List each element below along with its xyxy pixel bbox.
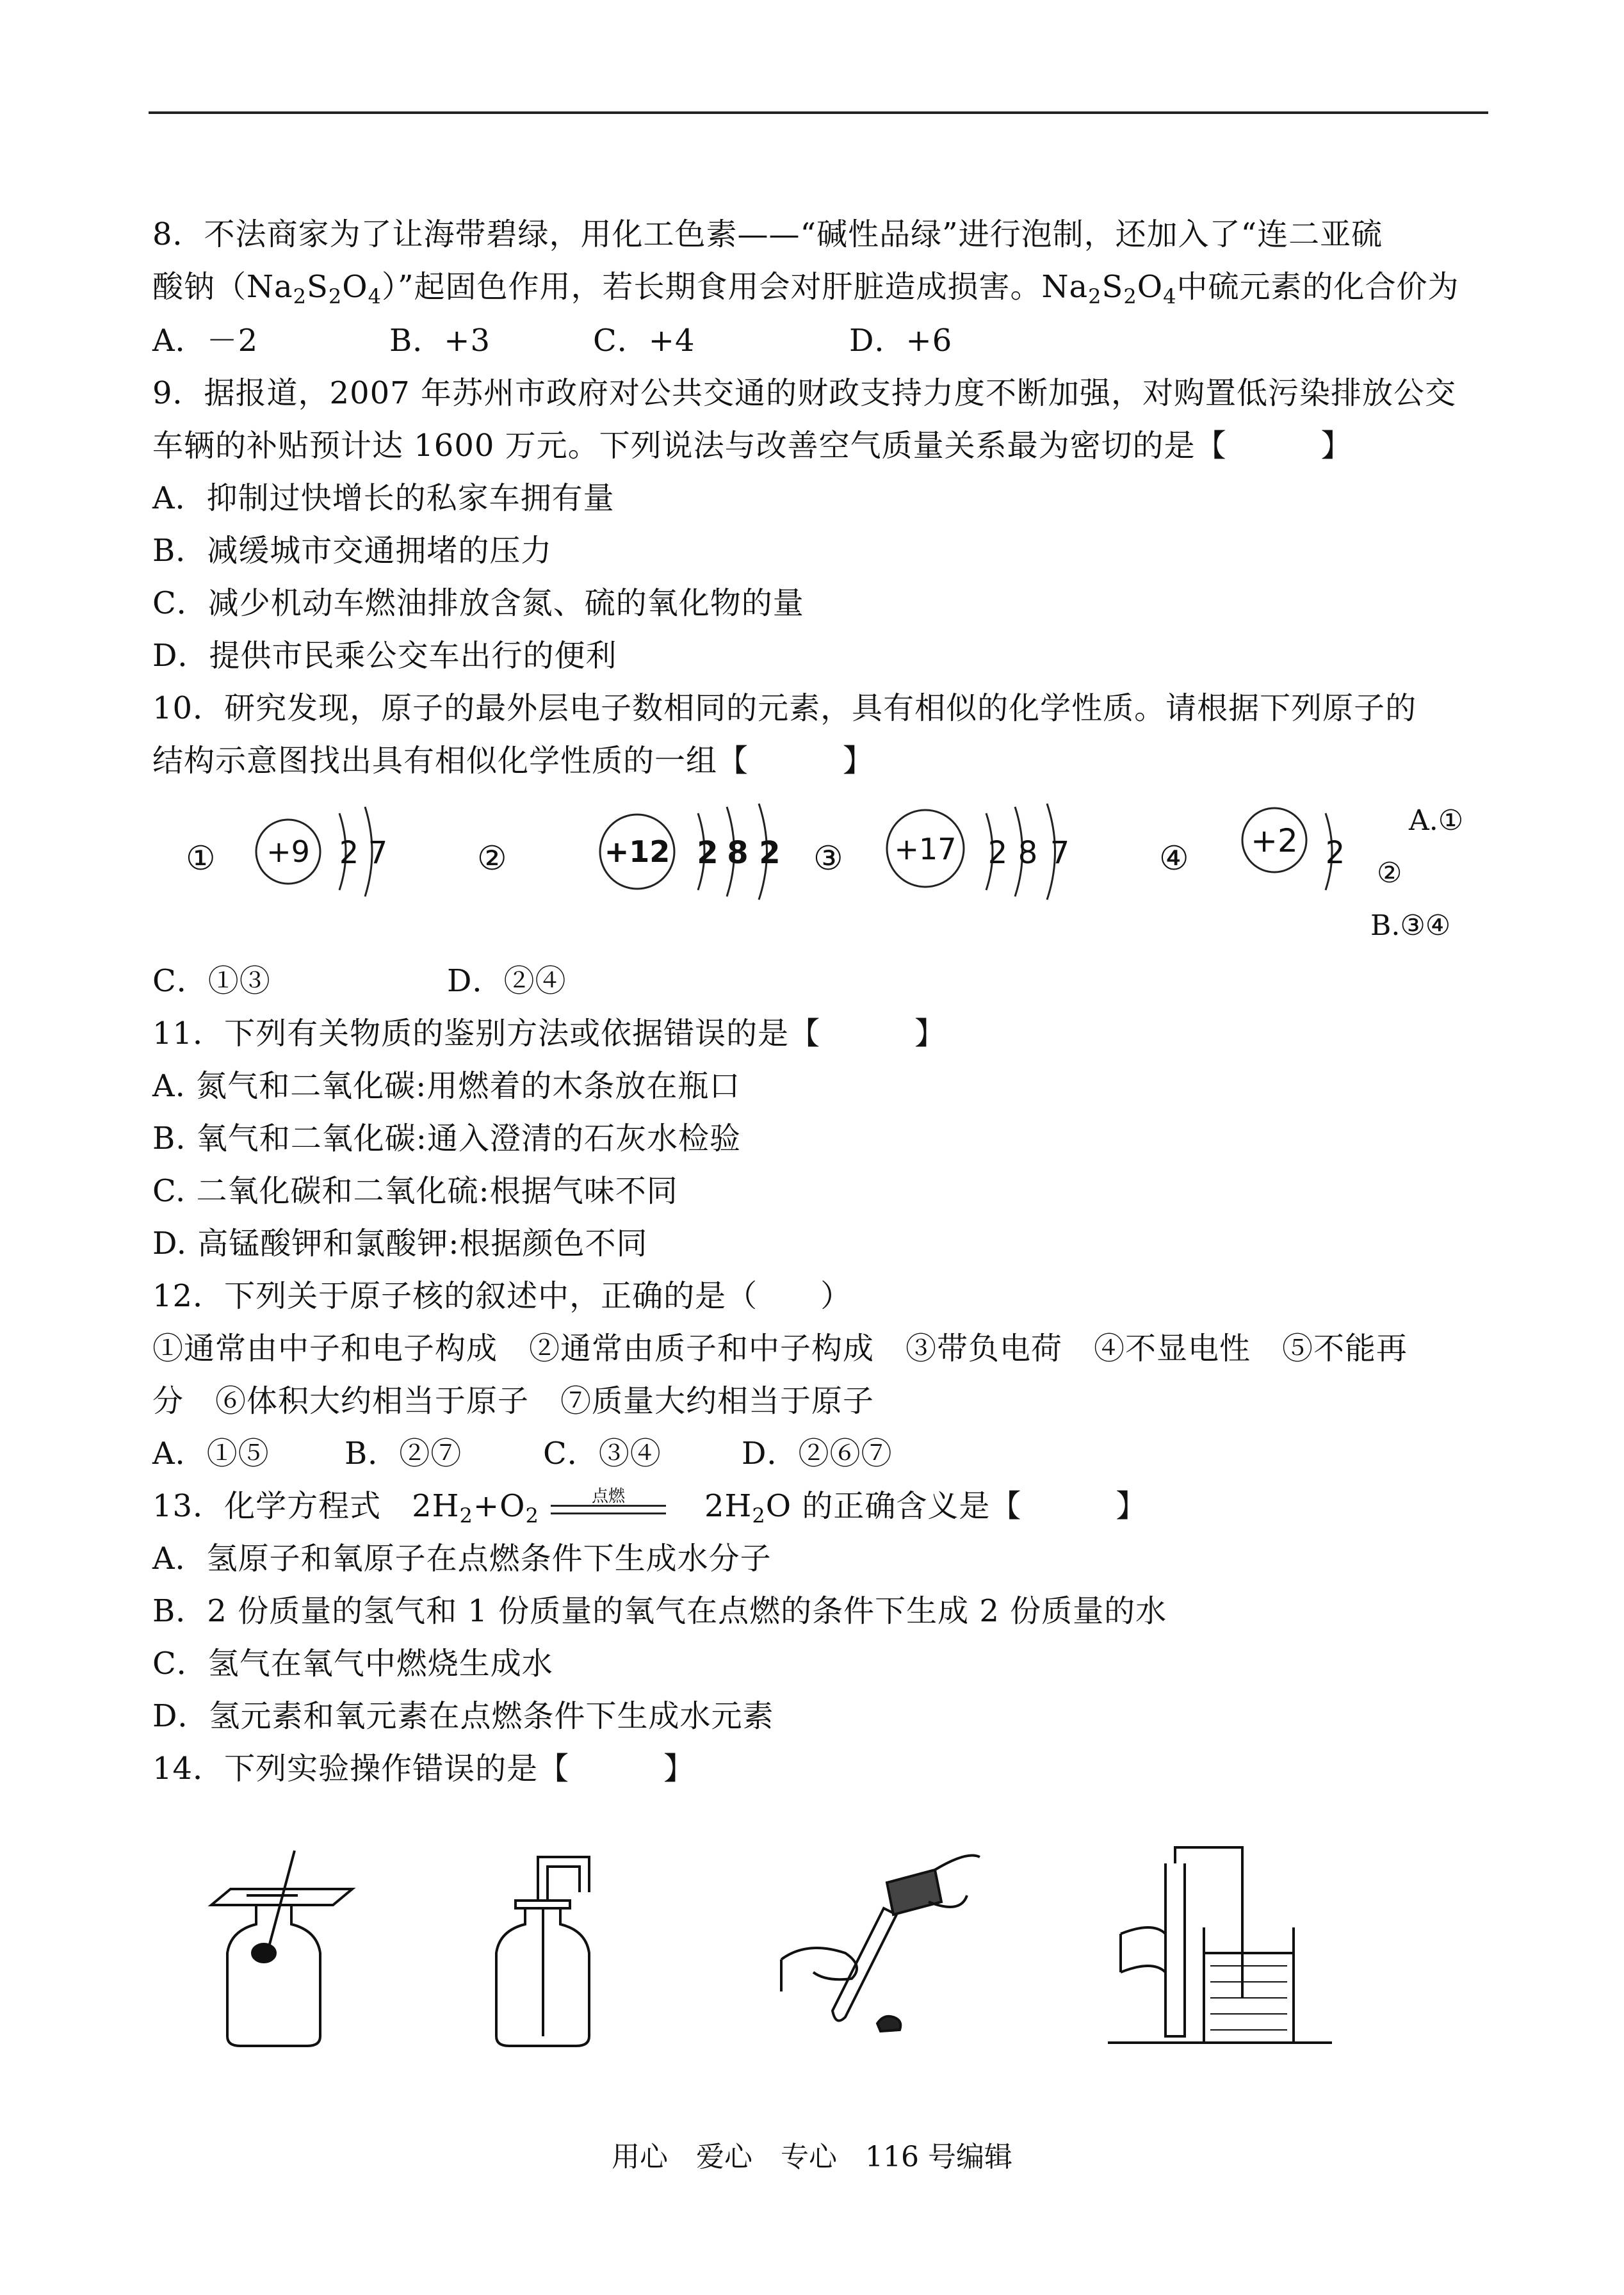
atom-2-shell-2: 8: [727, 835, 749, 871]
q13-reactant-h2: $2H_2$: [412, 1488, 473, 1528]
q13-equation-bar-top: [551, 1505, 666, 1507]
tube-and-beaker-icon: [1108, 1847, 1332, 2043]
atom-4-nucleus: +2: [1251, 822, 1298, 859]
q9-option-a: A．抑制过快增长的私家车拥有量: [152, 480, 615, 516]
q13-option-c: C．氢气在氧气中燃烧生成水: [152, 1646, 553, 1682]
q12-option-d: D．②⑥⑦: [742, 1436, 893, 1472]
q10-options-cd: [152, 962, 567, 1000]
q8-option-d: D．+6: [849, 323, 953, 359]
q8-option-a: A．－2: [152, 323, 259, 359]
q13-line1: 13．化学方程式 $2H_2+O_2$: [152, 1488, 539, 1528]
q10-line1: 10．研究发现，原子的最外层电子数相同的元素，具有相似的化学性质。请根据下列原子的: [152, 690, 1417, 726]
q12-option-c: C．③④: [543, 1436, 662, 1472]
q8-option-c: C．+4: [593, 323, 695, 359]
q11-option-d: D. 高锰酸钾和氯酸钾:根据颜色不同: [152, 1226, 648, 1261]
atom-4-shell-1: 2: [1325, 835, 1345, 871]
q10-option-a-part2: ②: [1377, 857, 1402, 889]
bottle-with-spoon-icon: [211, 1851, 352, 2046]
q12-options: [152, 1434, 893, 1473]
q12-line2: ①通常由中子和电子构成 ②通常由质子和中子构成 ③带负电荷 ④不显电性 ⑤不能再: [152, 1331, 1408, 1366]
q13-reactant-o2: $+O_2$: [473, 1488, 539, 1528]
atom-2-label: ②: [477, 839, 507, 878]
q13-option-b: B．2 份质量的氢气和 1 份质量的氧气在点燃的条件下生成 2 份质量的水: [152, 1593, 1167, 1629]
q12-option-a: A．①⑤: [152, 1436, 270, 1472]
q8-line1: 8．不法商家为了让海带碧绿，用化工色素——“碱性品绿”进行泡制，还加入了“连二亚硫: [152, 216, 1383, 252]
q10-line2: 结构示意图找出具有相似化学性质的一组【 】: [152, 743, 875, 779]
bottle-with-tube-icon: [496, 1857, 589, 2046]
q9-line1: 9．据报道，2007 年苏州市政府对公共交通的财政支持力度不断加强，对购置低污染排放公交: [152, 375, 1456, 411]
q12-line3: 分 ⑥体积大约相当于原子 ⑦质量大约相当于原子: [152, 1383, 875, 1419]
atom-3-shell-1: 2: [987, 835, 1008, 871]
q8-line2: 酸钠$(Na_2S_2O_4)$”起固色作用，若长期食用会对肝脏造成损害。$Na_2S_2O_4$中硫元素的化合价为: [152, 269, 1459, 309]
atom-4-label: ④: [1159, 839, 1189, 878]
q10-option-b: B.③④: [1370, 909, 1451, 942]
page-footer: 用心 爱心 专心 116 号编辑: [612, 2141, 1012, 2173]
pouring-hands-icon: [781, 1856, 980, 2032]
atom-3-shell-2: 8: [1018, 835, 1038, 871]
atom-1-shell-1: 2: [339, 835, 359, 871]
q9-option-b: B．减缓城市交通拥堵的压力: [152, 533, 553, 569]
q11-option-c: C. 二氧化碳和二氧化硫:根据气味不同: [152, 1173, 678, 1209]
q10-option-a-part1: A.①: [1409, 804, 1464, 837]
atom-1-label: ①: [186, 839, 216, 878]
q10-option-c: C．①③: [152, 963, 271, 999]
q8-option-b: B．+3: [389, 323, 491, 359]
q13-option-d: D．氢元素和氧元素在点燃条件下生成水元素: [152, 1698, 774, 1734]
q10-option-d: D．②④: [447, 963, 567, 999]
q13-condition: 点燃: [591, 1487, 625, 1506]
q8-options: [152, 321, 952, 360]
atom-3-nucleus: +17: [894, 832, 957, 866]
atom-structure-diagrams: [154, 788, 1370, 916]
q13-equation-bar-bottom: [551, 1512, 666, 1514]
q11-line1: 11．下列有关物质的鉴别方法或依据错误的是【 】: [152, 1016, 946, 1051]
lab-operation-illustrations: [192, 1844, 1383, 2062]
q13-product: $2H_2O$ 的正确含义是【 】: [704, 1488, 1148, 1528]
atom-3-label: ③: [813, 839, 843, 878]
q12-line1: 12．下列关于原子核的叙述中，正确的是（ ）: [152, 1278, 852, 1314]
atom-3-shell-3: 7: [1050, 835, 1070, 871]
q14-line1: 14．下列实验操作错误的是【 】: [152, 1751, 695, 1787]
atom-2-shell-1: 2: [697, 835, 719, 871]
atom-2-nucleus: +12: [604, 834, 670, 869]
q11-option-a: A. 氮气和二氧化碳:用燃着的木条放在瓶口: [152, 1068, 741, 1104]
atom-2-shell-3: 2: [759, 835, 781, 871]
header-rule: [149, 111, 1488, 114]
q11-option-b: B. 氧气和二氧化碳:通入澄清的石灰水检验: [152, 1121, 741, 1156]
atom-1-nucleus: +9: [266, 834, 310, 869]
q12-option-b: B．②⑦: [345, 1436, 462, 1472]
q9-line2: 车辆的补贴预计达 1600 万元。下列说法与改善空气质量关系最为密切的是【 】: [152, 428, 1352, 464]
q13-option-a: A．氢原子和氧原子在点燃条件下生成水分子: [152, 1541, 772, 1577]
atom-1-shell-2: 7: [368, 835, 388, 871]
q9-option-c: C．减少机动车燃油排放含氮、硫的氧化物的量: [152, 585, 804, 621]
q9-option-d: D．提供市民乘公交车出行的便利: [152, 638, 617, 674]
